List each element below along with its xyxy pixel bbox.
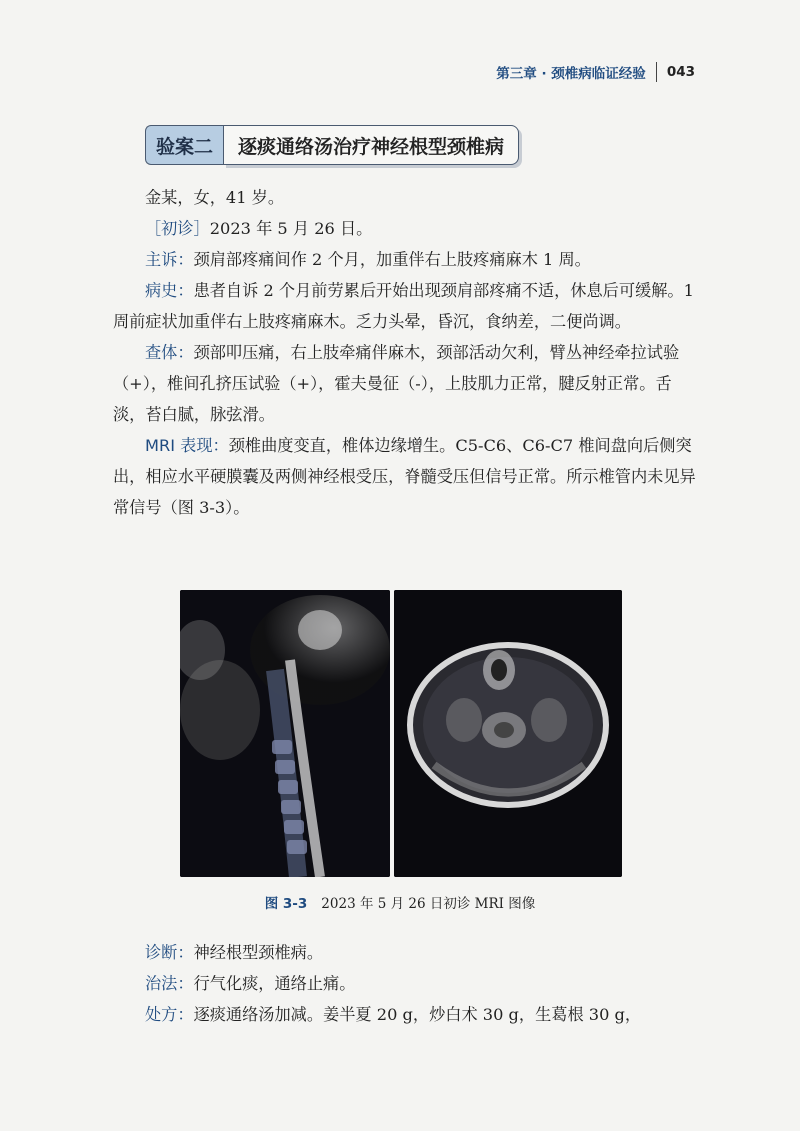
figure-caption: [0, 892, 800, 912]
figure-caption-text: 2023 年 5 月 26 日初诊 MRI 图像: [321, 896, 536, 912]
complaint-label: 主诉：: [145, 250, 194, 269]
prescription-label: 处方：: [145, 1005, 194, 1024]
mri-axial-image: [394, 590, 622, 877]
history-label: 病史：: [145, 281, 194, 300]
mri-figure: [180, 590, 622, 877]
mri-sagittal-image: [180, 590, 390, 877]
mri-text: 颈椎曲度变直，椎体边缘增生。C5-C6、C6-C7 椎间盘向后侧突出，相应水平硬膜囊及两侧神经根受压，脊髓受压但信号正常。所示椎管内未见异常信号（图 3-3）。: [113, 436, 696, 517]
history-text: 患者自诉 2 个月前劳累后开始出现颈肩部疼痛不适，休息后可缓解。1 周前症状加重伴右上肢疼痛麻木。乏力头晕，昏沉，食纳差，二便尚调。: [113, 281, 694, 331]
body-text-top: [113, 182, 698, 523]
treatment-label: 治法：: [145, 974, 194, 993]
header-divider: [656, 62, 657, 82]
page-number: 043: [666, 64, 695, 80]
body-text-bottom: [113, 937, 698, 1030]
prescription-text: 逐痰通络汤加减。姜半夏 20 g，炒白术 30 g，生葛根 30 g，: [193, 1005, 642, 1024]
treatment-text: 行气化痰，通络止痛。: [193, 974, 356, 993]
case-tag: 验案二: [145, 125, 223, 165]
complaint-text: 颈肩部疼痛间作 2 个月，加重伴右上肢疼痛麻木 1 周。: [193, 250, 591, 269]
mri-label: MRI 表现：: [145, 436, 229, 455]
diagnosis-text: 神经根型颈椎病。: [193, 943, 324, 962]
chapter-title: 第三章 · 颈椎病临证经验: [496, 66, 646, 82]
case-name: 逐痰通络汤治疗神经根型颈椎病: [223, 125, 519, 165]
exam-label: 查体：: [145, 343, 194, 362]
diagnosis-label: 诊断：: [145, 943, 194, 962]
exam-text: 颈部叩压痛，右上肢牵痛伴麻木，颈部活动欠利，臂丛神经牵拉试验（+），椎间孔挤压试验（+），霍夫曼征（-），上肢肌力正常，腱反射正常。舌淡，苔白腻，脉弦滑。: [113, 343, 680, 424]
first-visit-label: ［初诊］: [145, 219, 210, 238]
first-visit-date: 2023 年 5 月 26 日。: [209, 219, 373, 238]
case-heading: [145, 125, 519, 165]
running-header: [496, 62, 695, 82]
patient-info: 金某，女，41 岁。: [145, 188, 285, 207]
figure-number: 图 3-3: [264, 896, 308, 912]
